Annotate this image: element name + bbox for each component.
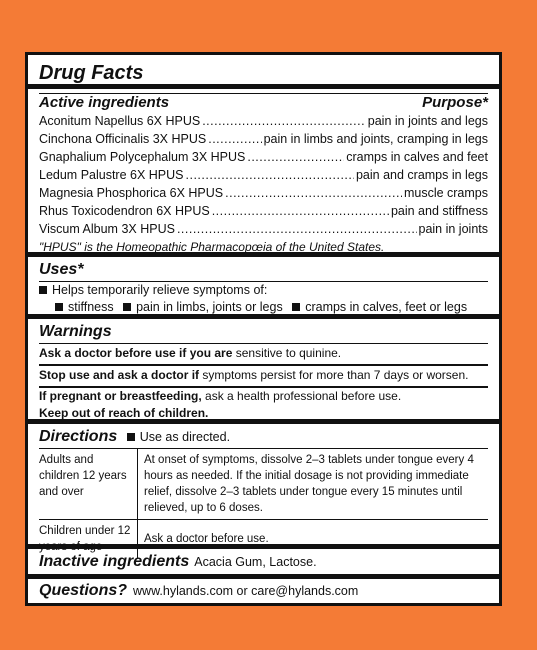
bullet-square-icon [123,303,131,311]
directions-header [39,424,488,448]
use-item: stiffness [68,300,114,314]
bullet-square-icon [127,433,135,441]
bullet-square-icon [55,303,63,311]
ingredient-row: Magnesia Phosphorica 6X HPUS ..... muscle cramps [39,184,488,202]
ingredient-row: Rhus Toxicodendron 6X HPUS ..... pain and stiffness [39,202,488,220]
warning-pregnant: If pregnant or breastfeeding, ask a health professional before use. [39,386,488,405]
use-item: cramps in calves, feet or legs [305,300,468,314]
ingredient-row: Ledum Palustre 6X HPUS ..... pain and cramps in legs [39,166,488,184]
drug-facts-title: Drug Facts [39,62,144,84]
directions-section [28,424,499,553]
bullet-square-icon [292,303,300,311]
uses-heading: Uses* [39,261,84,278]
inactive-heading: Inactive ingredients [39,552,190,570]
directions-table [39,448,488,558]
purpose-heading: Purpose* [422,94,488,111]
directions-intro: Use as directed. [139,430,231,444]
ingredient-list [39,112,488,238]
drug-facts-panel [25,52,502,606]
uses-intro: Helps temporarily relieve symptoms of: [52,283,268,297]
hpus-note: "HPUS" is the Homeopathic Pharmacopœia of the United States. [39,240,385,254]
questions-heading: Questions? [39,582,128,599]
warnings-section [28,319,499,424]
ingredient-row: Aconitum Napellus 6X HPUS ..... pain in joints and legs [39,112,488,130]
active-ingredients-heading: Active ingredients [39,94,170,111]
active-header-row [39,93,488,112]
use-item: pain in limbs, joints or legs [136,300,283,314]
warning-stop: Stop use and ask a doctor if symptoms persist for more than 7 days or worsen. [39,364,488,384]
questions-section [28,579,499,603]
directions-who: Children under 12 years of age [39,520,138,559]
uses-section [28,257,499,319]
questions-text: www.hylands.com or care@hylands.com [133,584,359,598]
warning-ask: Ask a doctor before use if you are sensitive to quinine. [39,343,488,362]
directions-who: Adults and children 12 years and over [39,449,138,520]
inactive-text: Acacia Gum, Lactose. [194,554,317,569]
directions-text: Ask a doctor before use. [144,533,269,545]
bullet-square-icon [39,286,47,294]
ingredient-row: Cinchona Officinalis 3X HPUS ..... pain in limbs and joints, cramping in legs [39,130,488,148]
uses-list [39,299,488,316]
ingredient-row: Gnaphalium Polycephalum 3X HPUS ..... cramps in calves and feet [39,148,488,166]
ingredient-row: Viscum Album 3X HPUS ..... pain in joints [39,220,488,238]
title-section [28,55,499,89]
directions-text: At onset of symptoms, dissolve 2–3 tablets under tongue every 4 hours as needed. If the initial dosage is not providing immediate relief, dissolve 2–3 tablets under tongue every 15 minutes until relieved, up to 6 doses. [144,454,474,514]
uses-intro-row [39,281,488,299]
inactive-section [28,549,499,579]
table-row [39,449,488,520]
warnings-heading: Warnings [39,323,112,340]
directions-heading: Directions [39,428,118,445]
active-ingredients-section [28,89,499,257]
warning-keep-away: Keep out of reach of children. [39,406,209,420]
